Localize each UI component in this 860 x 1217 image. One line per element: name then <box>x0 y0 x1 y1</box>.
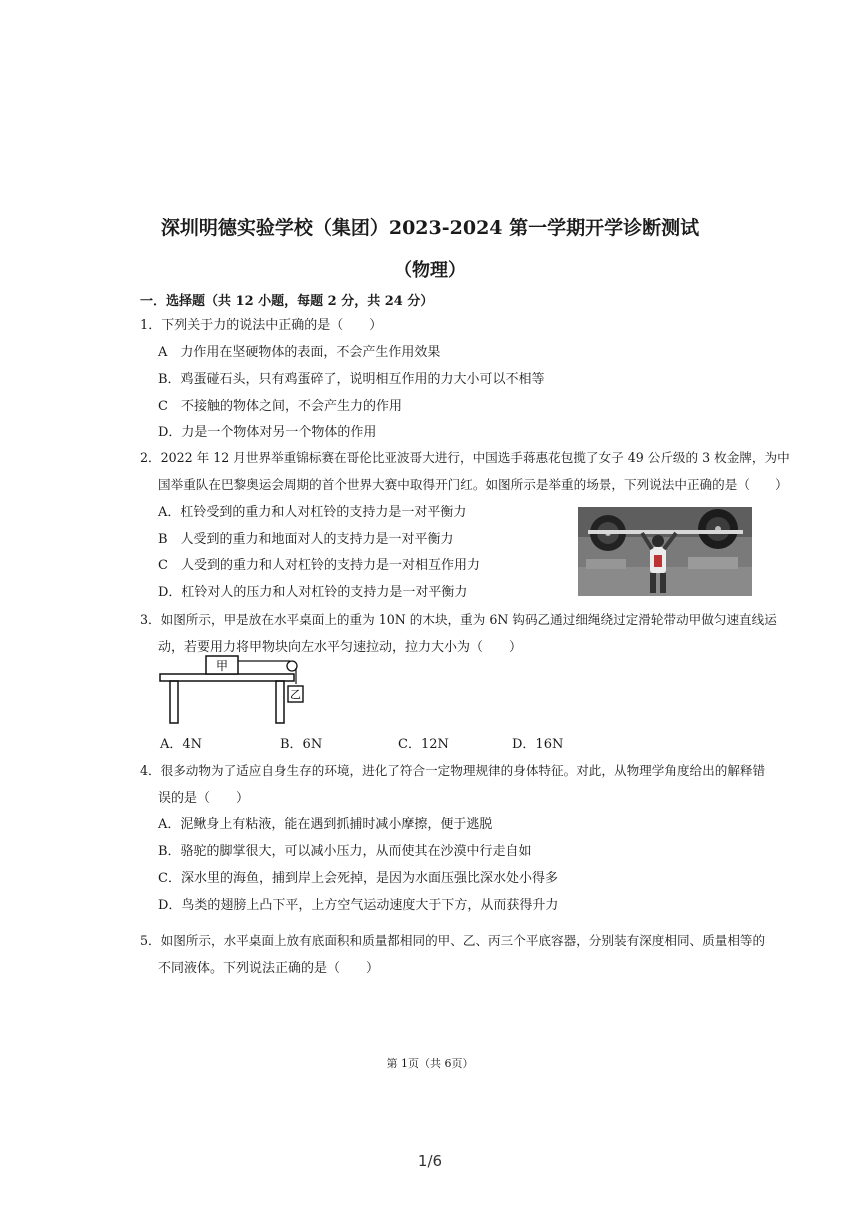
question-2-stem-line2: 国举重队在巴黎奥运会周期的首个世界大赛中取得开门红。如图所示是举重的场景，下列说法中正确的是（ ） <box>158 477 788 492</box>
question-2-stem-line1: 2．2022 年 12 月世界举重锦标赛在哥伦比亚波哥大进行，中国选手蒋惠花包揽了女子 49 公斤级的 3 枚金牌，为中 <box>140 450 790 465</box>
question-3-stem-line1: 3．如图所示，甲是放在水平桌面上的重为 10N 的木块，重为 6N 钩码乙通过细绳绕过定滑轮带动甲做匀速直线运 <box>140 612 777 627</box>
question-1-option-b: B．鸡蛋碰石头，只有鸡蛋碎了，说明相互作用的力大小可以不相等 <box>158 372 545 387</box>
question-4-option-d: D．鸟类的翅膀上凸下平，上方空气运动速度大于下方，从而获得升力 <box>158 898 559 913</box>
page-info-footer: 第 1页（共 6页） <box>386 1057 474 1070</box>
weightlifting-photo <box>578 507 752 596</box>
table-pulley-diagram <box>158 652 318 732</box>
question-3-stem-line2: 动，若要用力将甲物块向左水平匀速拉动，拉力大小为（ ） <box>158 640 523 655</box>
question-4-stem-line1: 4．很多动物为了适应自身生存的环境，进化了符合一定物理规律的身体特征。对此，从物理学角度给出的解释错 <box>140 763 766 778</box>
document-title: 深圳明德实验学校（集团）2023-2024 第一学期开学诊断测试 <box>160 217 700 239</box>
question-4-option-c: C．深水里的海鱼，捕到岸上会死掉，是因为水面压强比深水处小得多 <box>158 871 558 886</box>
page-number: 1/6 <box>417 1152 443 1170</box>
question-4-stem-line2: 误的是（ ） <box>158 791 250 806</box>
document-subtitle: （物理） <box>394 260 466 281</box>
question-3-option-d: D．16N <box>512 737 564 752</box>
section-heading: 一．选择题（共 12 小题，每题 2 分，共 24 分） <box>140 294 434 309</box>
question-1-stem: 1．下列关于力的说法中正确的是（ ） <box>140 318 383 333</box>
question-5-stem-line1: 5．如图所示，水平桌面上放有底面积和质量都相同的甲、乙、丙三个平底容器，分别装有深度相同、质量相等的 <box>140 933 766 948</box>
question-2-option-d: D．杠铃对人的压力和人对杠铃的支持力是一对平衡力 <box>158 585 468 600</box>
question-2-option-a: A．杠铃受到的重力和人对杠铃的支持力是一对平衡力 <box>158 505 467 520</box>
weight-label: 乙 <box>290 688 301 701</box>
question-2-option-c: C 人受到的重力和人对杠铃的支持力是一对相互作用力 <box>158 558 480 573</box>
question-1-option-a: A 力作用在坚硬物体的表面，不会产生作用效果 <box>158 345 441 360</box>
question-3-option-a: A．4N <box>160 737 203 752</box>
question-4-option-b: B．骆驼的脚掌很大，可以减小压力，从而使其在沙漠中行走自如 <box>158 844 532 859</box>
question-1-option-d: D．力是一个物体对另一个物体的作用 <box>158 425 377 440</box>
question-5-stem-line2: 不同液体。下列说法正确的是（ ） <box>158 961 380 976</box>
question-3-option-b: B．6N <box>280 737 323 752</box>
question-4-option-a: A．泥鳅身上有粘液，能在遇到抓捕时减小摩擦，便于逃脱 <box>158 817 493 832</box>
question-3-option-c: C．12N <box>398 737 449 752</box>
question-1-option-c: C 不接触的物体之间，不会产生力的作用 <box>158 399 402 414</box>
question-2-option-b: B 人受到的重力和地面对人的支持力是一对平衡力 <box>158 532 454 547</box>
block-label: 甲 <box>215 659 229 673</box>
weightlifting-illustration <box>578 507 752 596</box>
